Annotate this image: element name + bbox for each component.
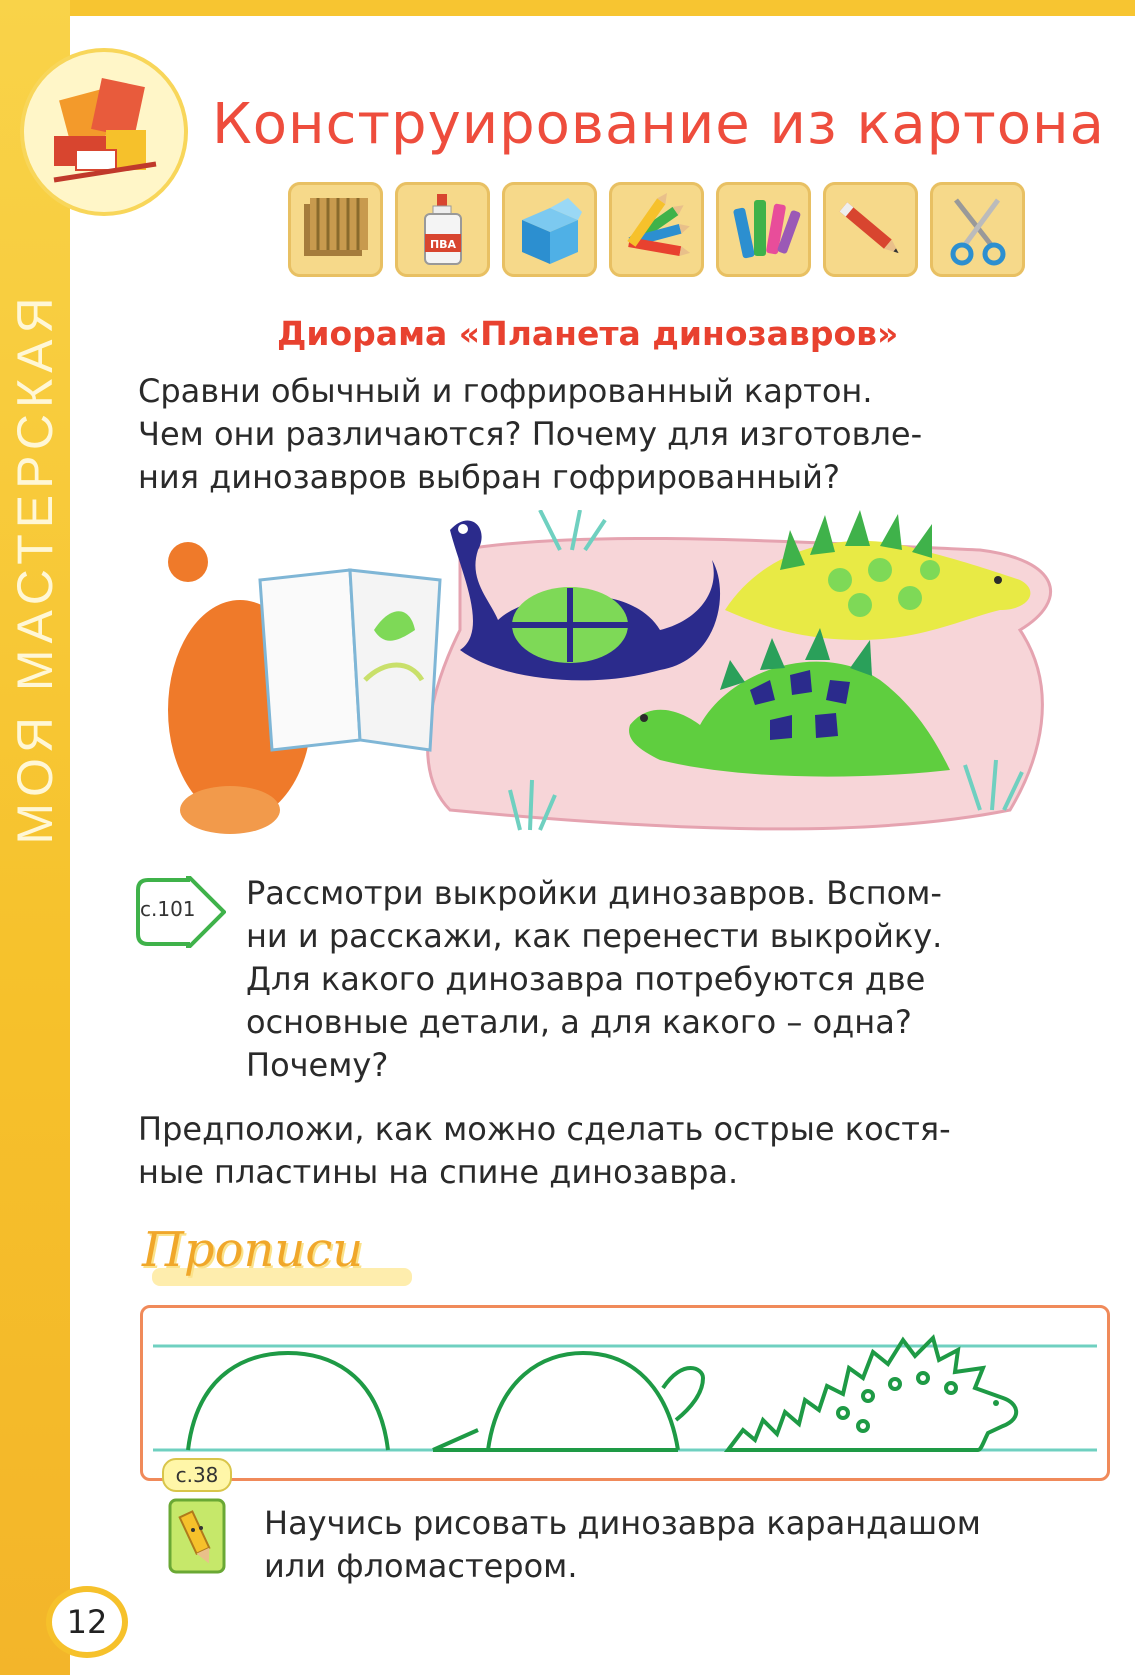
practice-shape-2	[433, 1353, 703, 1450]
glue-label: ПВА	[429, 237, 456, 251]
page-title: Конструирование из картона	[212, 92, 1105, 157]
tool-list	[288, 182, 1025, 277]
text-line: ния динозавров выбран гофрированный?	[138, 458, 840, 496]
top-band	[0, 0, 1135, 16]
box-icon	[502, 182, 597, 277]
colored-pencils-icon	[609, 182, 704, 277]
practice-eye	[993, 1400, 999, 1406]
practice-shape-1	[188, 1353, 388, 1450]
section-side-label: МОЯ МАСТЕРСКАЯ	[7, 291, 63, 845]
subtitle: Диорама «Планета динозавров»	[277, 314, 899, 353]
page-ref-label: с.101	[140, 897, 196, 921]
glue-pva-icon	[395, 182, 490, 277]
text-line: Сравни обычный и гофрированный картон.	[138, 372, 873, 410]
open-book	[260, 570, 440, 750]
paragraph-compare	[138, 370, 1106, 499]
text-line: ные пластины на спине динозавра.	[138, 1153, 739, 1191]
text-line: Предположи, как можно сделать острые костя-	[138, 1110, 951, 1148]
paragraph-patterns	[246, 872, 1106, 1087]
text-line: или фломастером.	[264, 1547, 578, 1585]
page-ref-badge: с.38	[162, 1458, 232, 1492]
practice-shape-3	[728, 1338, 1016, 1450]
workshop-emblem-icon	[24, 52, 184, 212]
text-line: Научись рисовать динозавра карандашом	[264, 1504, 981, 1542]
scissors-icon	[930, 182, 1025, 277]
pencil-icon	[823, 182, 918, 277]
text-line: ни и расскажи, как перенести выкройку.	[246, 917, 943, 955]
cardboard-icon	[288, 182, 383, 277]
text-line: Рассмотри выкройки динозавров. Вспом-	[246, 874, 942, 912]
text-line: основные детали, а для какого – одна?	[246, 1003, 912, 1041]
text-line: Для какого динозавра потребуются две	[246, 960, 926, 998]
pencil-character-icon	[168, 1498, 226, 1574]
page-number: 12	[52, 1592, 122, 1652]
text-line: Чем они различаются? Почему для изготовле-	[138, 415, 923, 453]
paragraph-plates	[138, 1108, 1106, 1194]
section-title-propisi: Прописи	[142, 1222, 364, 1278]
markers-icon	[716, 182, 811, 277]
text-line: Почему?	[246, 1046, 389, 1084]
writing-practice-box	[140, 1305, 1110, 1481]
diorama-illustration	[160, 510, 1120, 860]
paragraph-drawing	[264, 1502, 1108, 1588]
